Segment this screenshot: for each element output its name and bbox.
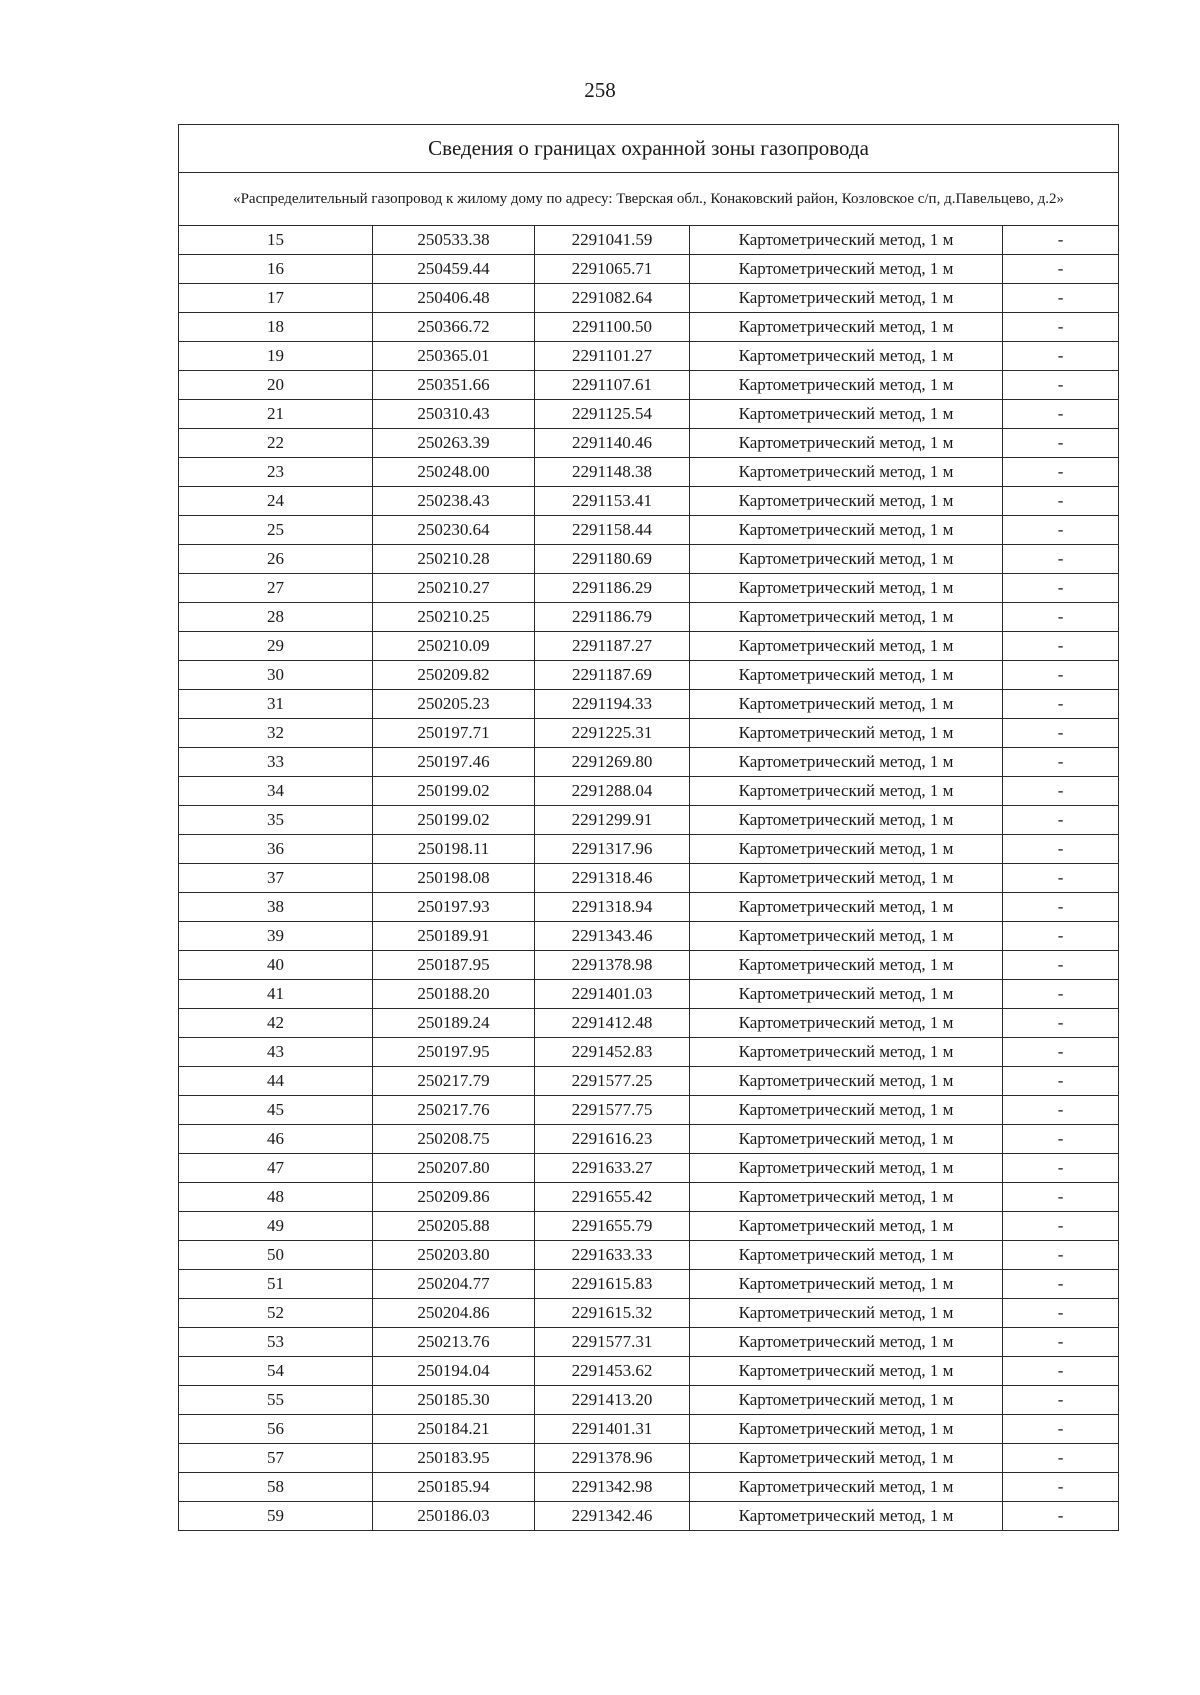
point-number-cell: 37 (179, 864, 373, 893)
x-coordinate-cell: 250203.80 (373, 1241, 535, 1270)
y-coordinate-cell: 2291342.46 (535, 1502, 690, 1531)
accuracy-cell: - (1003, 951, 1119, 980)
table-row (179, 1009, 1119, 1038)
x-coordinate-cell: 250365.01 (373, 342, 535, 371)
accuracy-cell: - (1003, 603, 1119, 632)
table-row (179, 1212, 1119, 1241)
y-coordinate-cell: 2291655.42 (535, 1183, 690, 1212)
accuracy-cell: - (1003, 1038, 1119, 1067)
method-cell: Картометрический метод, 1 м (690, 1444, 1003, 1473)
method-cell: Картометрический метод, 1 м (690, 429, 1003, 458)
y-coordinate-cell: 2291413.20 (535, 1386, 690, 1415)
accuracy-cell: - (1003, 516, 1119, 545)
table-row (179, 806, 1119, 835)
table-row (179, 980, 1119, 1009)
table-row (179, 574, 1119, 603)
method-cell: Картометрический метод, 1 м (690, 1212, 1003, 1241)
point-number-cell: 19 (179, 342, 373, 371)
y-coordinate-cell: 2291187.27 (535, 632, 690, 661)
point-number-cell: 21 (179, 400, 373, 429)
table-row (179, 864, 1119, 893)
y-coordinate-cell: 2291615.32 (535, 1299, 690, 1328)
point-number-cell: 28 (179, 603, 373, 632)
method-cell: Картометрический метод, 1 м (690, 1096, 1003, 1125)
x-coordinate-cell: 250198.11 (373, 835, 535, 864)
x-coordinate-cell: 250197.71 (373, 719, 535, 748)
table-row (179, 342, 1119, 371)
accuracy-cell: - (1003, 1386, 1119, 1415)
point-number-cell: 30 (179, 661, 373, 690)
table-row (179, 284, 1119, 313)
point-number-cell: 15 (179, 226, 373, 255)
accuracy-cell: - (1003, 1096, 1119, 1125)
table-row (179, 1299, 1119, 1328)
y-coordinate-cell: 2291378.96 (535, 1444, 690, 1473)
y-coordinate-cell: 2291412.48 (535, 1009, 690, 1038)
method-cell: Картометрический метод, 1 м (690, 603, 1003, 632)
table-row (179, 1415, 1119, 1444)
point-number-cell: 20 (179, 371, 373, 400)
x-coordinate-cell: 250199.02 (373, 777, 535, 806)
y-coordinate-cell: 2291186.79 (535, 603, 690, 632)
point-number-cell: 33 (179, 748, 373, 777)
x-coordinate-cell: 250189.24 (373, 1009, 535, 1038)
table-row (179, 1444, 1119, 1473)
y-coordinate-cell: 2291101.27 (535, 342, 690, 371)
y-coordinate-cell: 2291342.98 (535, 1473, 690, 1502)
y-coordinate-cell: 2291318.94 (535, 893, 690, 922)
method-cell: Картометрический метод, 1 м (690, 1067, 1003, 1096)
point-number-cell: 38 (179, 893, 373, 922)
point-number-cell: 48 (179, 1183, 373, 1212)
x-coordinate-cell: 250208.75 (373, 1125, 535, 1154)
x-coordinate-cell: 250188.20 (373, 980, 535, 1009)
table-body (179, 226, 1119, 1531)
method-cell: Картометрический метод, 1 м (690, 574, 1003, 603)
method-cell: Картометрический метод, 1 м (690, 1357, 1003, 1386)
method-cell: Картометрический метод, 1 м (690, 371, 1003, 400)
table-title: Сведения о границах охранной зоны газопровода (179, 125, 1119, 173)
point-number-cell: 52 (179, 1299, 373, 1328)
x-coordinate-cell: 250204.77 (373, 1270, 535, 1299)
y-coordinate-cell: 2291577.75 (535, 1096, 690, 1125)
y-coordinate-cell: 2291180.69 (535, 545, 690, 574)
table-row (179, 1270, 1119, 1299)
method-cell: Картометрический метод, 1 м (690, 1328, 1003, 1357)
point-number-cell: 43 (179, 1038, 373, 1067)
accuracy-cell: - (1003, 719, 1119, 748)
y-coordinate-cell: 2291041.59 (535, 226, 690, 255)
x-coordinate-cell: 250205.88 (373, 1212, 535, 1241)
method-cell: Картометрический метод, 1 м (690, 806, 1003, 835)
table-row (179, 1038, 1119, 1067)
accuracy-cell: - (1003, 458, 1119, 487)
method-cell: Картометрический метод, 1 м (690, 226, 1003, 255)
accuracy-cell: - (1003, 1154, 1119, 1183)
point-number-cell: 55 (179, 1386, 373, 1415)
y-coordinate-cell: 2291616.23 (535, 1125, 690, 1154)
accuracy-cell: - (1003, 922, 1119, 951)
table-row (179, 487, 1119, 516)
method-cell: Картометрический метод, 1 м (690, 400, 1003, 429)
method-cell: Картометрический метод, 1 м (690, 1415, 1003, 1444)
table-row (179, 603, 1119, 632)
method-cell: Картометрический метод, 1 м (690, 1386, 1003, 1415)
table-row (179, 226, 1119, 255)
accuracy-cell: - (1003, 400, 1119, 429)
x-coordinate-cell: 250197.93 (373, 893, 535, 922)
x-coordinate-cell: 250199.02 (373, 806, 535, 835)
x-coordinate-cell: 250183.95 (373, 1444, 535, 1473)
y-coordinate-cell: 2291082.64 (535, 284, 690, 313)
accuracy-cell: - (1003, 1473, 1119, 1502)
table-row (179, 719, 1119, 748)
table-row (179, 835, 1119, 864)
x-coordinate-cell: 250459.44 (373, 255, 535, 284)
accuracy-cell: - (1003, 284, 1119, 313)
accuracy-cell: - (1003, 313, 1119, 342)
point-number-cell: 36 (179, 835, 373, 864)
x-coordinate-cell: 250198.08 (373, 864, 535, 893)
point-number-cell: 57 (179, 1444, 373, 1473)
x-coordinate-cell: 250209.82 (373, 661, 535, 690)
x-coordinate-cell: 250204.86 (373, 1299, 535, 1328)
accuracy-cell: - (1003, 574, 1119, 603)
table-row (179, 893, 1119, 922)
x-coordinate-cell: 250185.94 (373, 1473, 535, 1502)
table-subtitle: «Распределительный газопровод к жилому дому по адресу: Тверская обл., Конаковский район, Козловское с/п, д.Павельцево, д.2» (179, 173, 1119, 226)
method-cell: Картометрический метод, 1 м (690, 1154, 1003, 1183)
y-coordinate-cell: 2291633.27 (535, 1154, 690, 1183)
table-row (179, 1473, 1119, 1502)
accuracy-cell: - (1003, 748, 1119, 777)
method-cell: Картометрический метод, 1 м (690, 980, 1003, 1009)
y-coordinate-cell: 2291577.25 (535, 1067, 690, 1096)
x-coordinate-cell: 250230.64 (373, 516, 535, 545)
x-coordinate-cell: 250210.25 (373, 603, 535, 632)
accuracy-cell: - (1003, 893, 1119, 922)
method-cell: Картометрический метод, 1 м (690, 719, 1003, 748)
accuracy-cell: - (1003, 1183, 1119, 1212)
table-row (179, 922, 1119, 951)
table-row (179, 429, 1119, 458)
table-row (179, 1386, 1119, 1415)
table-row (179, 1067, 1119, 1096)
y-coordinate-cell: 2291187.69 (535, 661, 690, 690)
point-number-cell: 47 (179, 1154, 373, 1183)
method-cell: Картометрический метод, 1 м (690, 632, 1003, 661)
table-row (179, 632, 1119, 661)
x-coordinate-cell: 250406.48 (373, 284, 535, 313)
accuracy-cell: - (1003, 1299, 1119, 1328)
table-row (179, 748, 1119, 777)
method-cell: Картометрический метод, 1 м (690, 1299, 1003, 1328)
method-cell: Картометрический метод, 1 м (690, 516, 1003, 545)
table-row (179, 777, 1119, 806)
point-number-cell: 41 (179, 980, 373, 1009)
y-coordinate-cell: 2291269.80 (535, 748, 690, 777)
accuracy-cell: - (1003, 1444, 1119, 1473)
accuracy-cell: - (1003, 545, 1119, 574)
table-row (179, 313, 1119, 342)
method-cell: Картометрический метод, 1 м (690, 1270, 1003, 1299)
table-row (179, 516, 1119, 545)
point-number-cell: 24 (179, 487, 373, 516)
x-coordinate-cell: 250310.43 (373, 400, 535, 429)
method-cell: Картометрический метод, 1 м (690, 1473, 1003, 1502)
x-coordinate-cell: 250238.43 (373, 487, 535, 516)
x-coordinate-cell: 250197.95 (373, 1038, 535, 1067)
accuracy-cell: - (1003, 661, 1119, 690)
accuracy-cell: - (1003, 1212, 1119, 1241)
y-coordinate-cell: 2291100.50 (535, 313, 690, 342)
y-coordinate-cell: 2291343.46 (535, 922, 690, 951)
method-cell: Картометрический метод, 1 м (690, 1038, 1003, 1067)
y-coordinate-cell: 2291453.62 (535, 1357, 690, 1386)
y-coordinate-cell: 2291633.33 (535, 1241, 690, 1270)
x-coordinate-cell: 250194.04 (373, 1357, 535, 1386)
table-row (179, 1357, 1119, 1386)
point-number-cell: 22 (179, 429, 373, 458)
point-number-cell: 16 (179, 255, 373, 284)
point-number-cell: 42 (179, 1009, 373, 1038)
method-cell: Картометрический метод, 1 м (690, 1125, 1003, 1154)
point-number-cell: 53 (179, 1328, 373, 1357)
method-cell: Картометрический метод, 1 м (690, 893, 1003, 922)
method-cell: Картометрический метод, 1 м (690, 951, 1003, 980)
method-cell: Картометрический метод, 1 м (690, 864, 1003, 893)
y-coordinate-cell: 2291125.54 (535, 400, 690, 429)
x-coordinate-cell: 250205.23 (373, 690, 535, 719)
y-coordinate-cell: 2291153.41 (535, 487, 690, 516)
point-number-cell: 51 (179, 1270, 373, 1299)
method-cell: Картометрический метод, 1 м (690, 487, 1003, 516)
y-coordinate-cell: 2291065.71 (535, 255, 690, 284)
method-cell: Картометрический метод, 1 м (690, 777, 1003, 806)
point-number-cell: 45 (179, 1096, 373, 1125)
x-coordinate-cell: 250366.72 (373, 313, 535, 342)
point-number-cell: 34 (179, 777, 373, 806)
table-row (179, 951, 1119, 980)
table-row (179, 1241, 1119, 1270)
x-coordinate-cell: 250263.39 (373, 429, 535, 458)
y-coordinate-cell: 2291140.46 (535, 429, 690, 458)
accuracy-cell: - (1003, 487, 1119, 516)
method-cell: Картометрический метод, 1 м (690, 835, 1003, 864)
accuracy-cell: - (1003, 632, 1119, 661)
x-coordinate-cell: 250210.27 (373, 574, 535, 603)
table-row (179, 1328, 1119, 1357)
point-number-cell: 17 (179, 284, 373, 313)
accuracy-cell: - (1003, 1328, 1119, 1357)
point-number-cell: 56 (179, 1415, 373, 1444)
boundary-table-container (178, 124, 1118, 1531)
boundary-coordinates-table (178, 124, 1119, 1531)
method-cell: Картометрический метод, 1 м (690, 1009, 1003, 1038)
point-number-cell: 32 (179, 719, 373, 748)
table-subtitle-row (179, 173, 1119, 226)
y-coordinate-cell: 2291299.91 (535, 806, 690, 835)
accuracy-cell: - (1003, 864, 1119, 893)
point-number-cell: 35 (179, 806, 373, 835)
table-row (179, 1125, 1119, 1154)
y-coordinate-cell: 2291378.98 (535, 951, 690, 980)
y-coordinate-cell: 2291107.61 (535, 371, 690, 400)
method-cell: Картометрический метод, 1 м (690, 545, 1003, 574)
x-coordinate-cell: 250209.86 (373, 1183, 535, 1212)
x-coordinate-cell: 250184.21 (373, 1415, 535, 1444)
method-cell: Картометрический метод, 1 м (690, 661, 1003, 690)
accuracy-cell: - (1003, 255, 1119, 284)
method-cell: Картометрический метод, 1 м (690, 1183, 1003, 1212)
point-number-cell: 49 (179, 1212, 373, 1241)
y-coordinate-cell: 2291225.31 (535, 719, 690, 748)
y-coordinate-cell: 2291401.31 (535, 1415, 690, 1444)
table-row (179, 458, 1119, 487)
table-row (179, 1502, 1119, 1531)
method-cell: Картометрический метод, 1 м (690, 313, 1003, 342)
y-coordinate-cell: 2291194.33 (535, 690, 690, 719)
x-coordinate-cell: 250207.80 (373, 1154, 535, 1183)
y-coordinate-cell: 2291288.04 (535, 777, 690, 806)
accuracy-cell: - (1003, 1502, 1119, 1531)
method-cell: Картометрический метод, 1 м (690, 748, 1003, 777)
x-coordinate-cell: 250189.91 (373, 922, 535, 951)
method-cell: Картометрический метод, 1 м (690, 922, 1003, 951)
table-title-row (179, 125, 1119, 173)
table-row (179, 661, 1119, 690)
accuracy-cell: - (1003, 980, 1119, 1009)
x-coordinate-cell: 250217.79 (373, 1067, 535, 1096)
point-number-cell: 26 (179, 545, 373, 574)
accuracy-cell: - (1003, 342, 1119, 371)
x-coordinate-cell: 250210.09 (373, 632, 535, 661)
point-number-cell: 59 (179, 1502, 373, 1531)
method-cell: Картометрический метод, 1 м (690, 284, 1003, 313)
y-coordinate-cell: 2291655.79 (535, 1212, 690, 1241)
accuracy-cell: - (1003, 1125, 1119, 1154)
point-number-cell: 29 (179, 632, 373, 661)
x-coordinate-cell: 250210.28 (373, 545, 535, 574)
point-number-cell: 18 (179, 313, 373, 342)
point-number-cell: 27 (179, 574, 373, 603)
method-cell: Картометрический метод, 1 м (690, 1502, 1003, 1531)
point-number-cell: 31 (179, 690, 373, 719)
y-coordinate-cell: 2291186.29 (535, 574, 690, 603)
accuracy-cell: - (1003, 371, 1119, 400)
table-row (179, 545, 1119, 574)
point-number-cell: 23 (179, 458, 373, 487)
method-cell: Картометрический метод, 1 м (690, 255, 1003, 284)
y-coordinate-cell: 2291158.44 (535, 516, 690, 545)
x-coordinate-cell: 250187.95 (373, 951, 535, 980)
point-number-cell: 58 (179, 1473, 373, 1502)
accuracy-cell: - (1003, 1009, 1119, 1038)
accuracy-cell: - (1003, 1270, 1119, 1299)
table-row (179, 400, 1119, 429)
accuracy-cell: - (1003, 1241, 1119, 1270)
x-coordinate-cell: 250186.03 (373, 1502, 535, 1531)
point-number-cell: 40 (179, 951, 373, 980)
table-row (179, 1096, 1119, 1125)
point-number-cell: 44 (179, 1067, 373, 1096)
point-number-cell: 50 (179, 1241, 373, 1270)
accuracy-cell: - (1003, 835, 1119, 864)
x-coordinate-cell: 250197.46 (373, 748, 535, 777)
accuracy-cell: - (1003, 777, 1119, 806)
y-coordinate-cell: 2291452.83 (535, 1038, 690, 1067)
y-coordinate-cell: 2291317.96 (535, 835, 690, 864)
page-number: 258 (584, 78, 616, 102)
accuracy-cell: - (1003, 1415, 1119, 1444)
method-cell: Картометрический метод, 1 м (690, 342, 1003, 371)
method-cell: Картометрический метод, 1 м (690, 458, 1003, 487)
y-coordinate-cell: 2291577.31 (535, 1328, 690, 1357)
table-row (179, 371, 1119, 400)
x-coordinate-cell: 250248.00 (373, 458, 535, 487)
x-coordinate-cell: 250217.76 (373, 1096, 535, 1125)
accuracy-cell: - (1003, 806, 1119, 835)
y-coordinate-cell: 2291148.38 (535, 458, 690, 487)
point-number-cell: 25 (179, 516, 373, 545)
y-coordinate-cell: 2291401.03 (535, 980, 690, 1009)
x-coordinate-cell: 250351.66 (373, 371, 535, 400)
point-number-cell: 54 (179, 1357, 373, 1386)
accuracy-cell: - (1003, 226, 1119, 255)
method-cell: Картометрический метод, 1 м (690, 690, 1003, 719)
table-row (179, 1154, 1119, 1183)
x-coordinate-cell: 250533.38 (373, 226, 535, 255)
point-number-cell: 46 (179, 1125, 373, 1154)
y-coordinate-cell: 2291615.83 (535, 1270, 690, 1299)
method-cell: Картометрический метод, 1 м (690, 1241, 1003, 1270)
table-row (179, 255, 1119, 284)
accuracy-cell: - (1003, 1067, 1119, 1096)
accuracy-cell: - (1003, 429, 1119, 458)
y-coordinate-cell: 2291318.46 (535, 864, 690, 893)
x-coordinate-cell: 250213.76 (373, 1328, 535, 1357)
x-coordinate-cell: 250185.30 (373, 1386, 535, 1415)
point-number-cell: 39 (179, 922, 373, 951)
table-row (179, 690, 1119, 719)
table-row (179, 1183, 1119, 1212)
accuracy-cell: - (1003, 690, 1119, 719)
accuracy-cell: - (1003, 1357, 1119, 1386)
